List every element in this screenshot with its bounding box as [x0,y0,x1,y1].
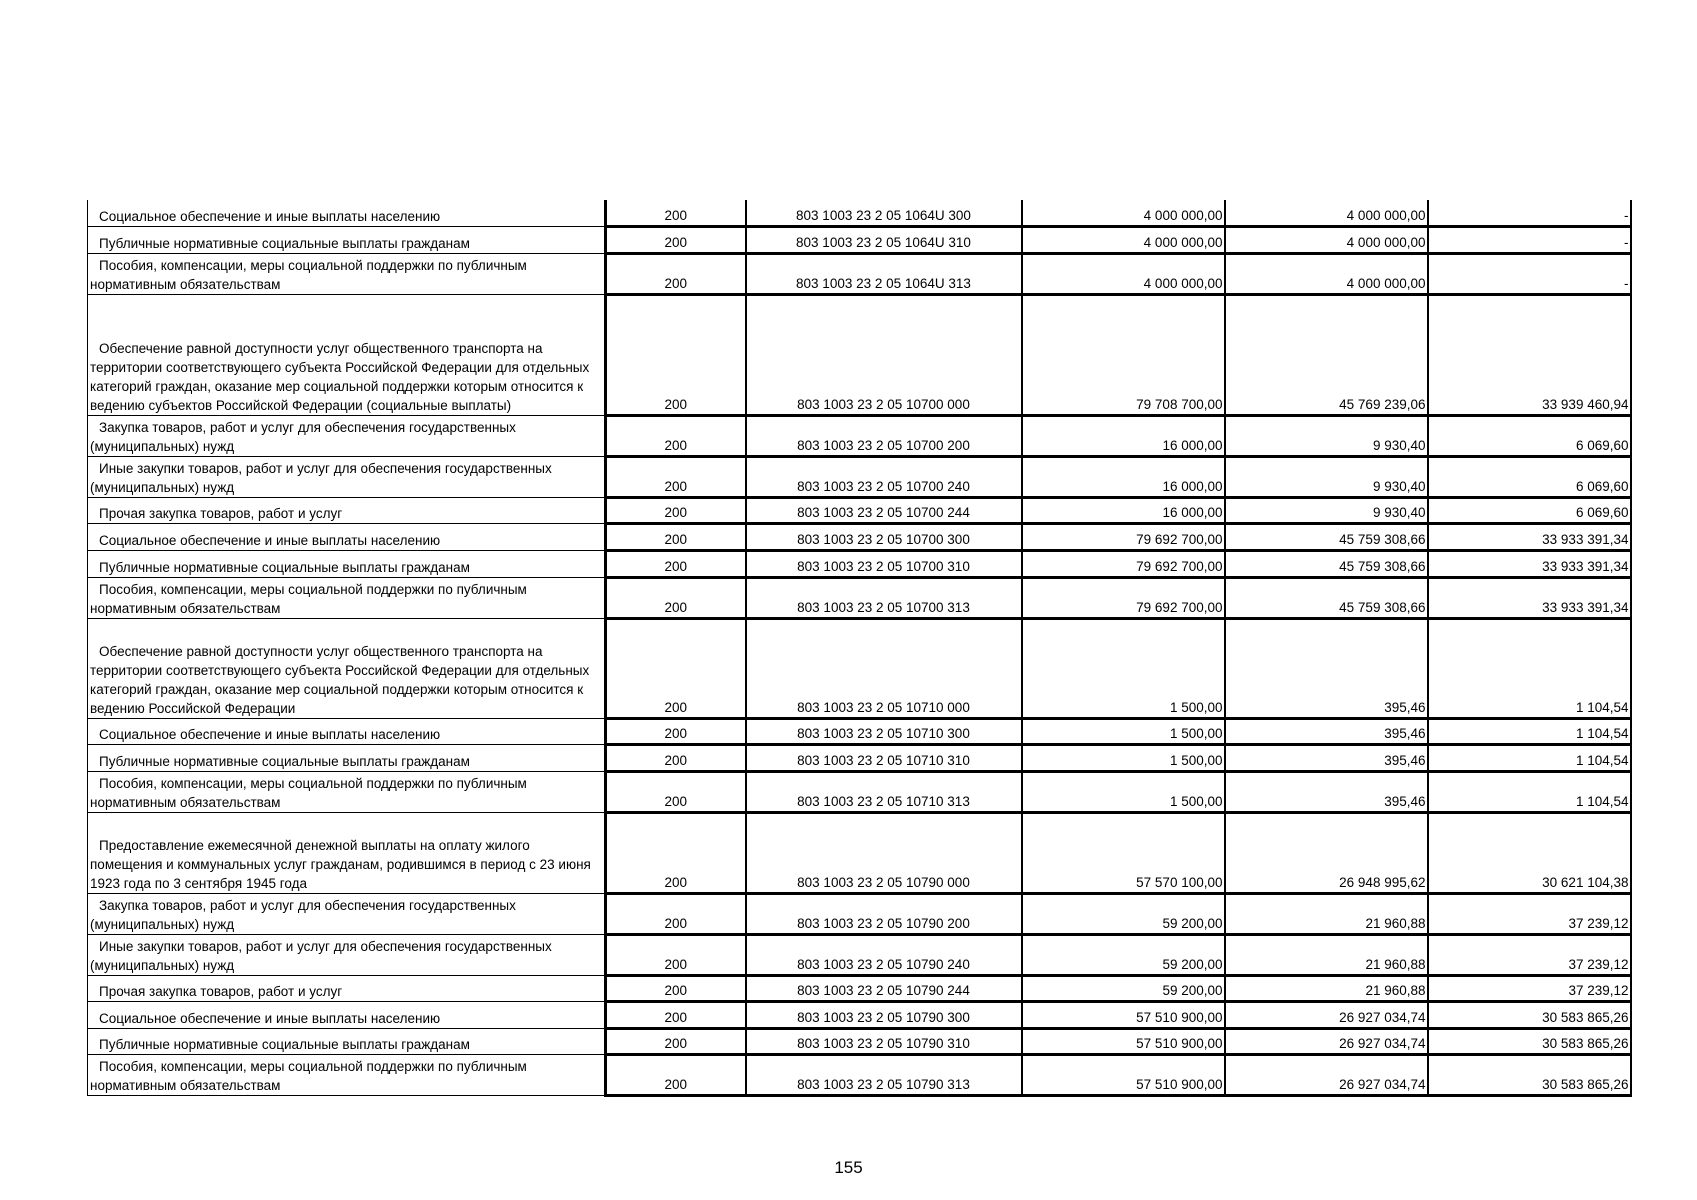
row-name-cell: Публичные нормативные социальные выплаты гражданам [88,226,606,253]
table-body [88,200,1631,1095]
row-executed-cell: 395,46 [1225,744,1428,771]
row-budget-code-cell: 803 1003 23 2 05 1064U 313 [746,253,1022,294]
row-unexecuted-cell: 6 069,60 [1428,456,1631,497]
row-budget-code-cell: 803 1003 23 2 05 10710 313 [746,771,1022,812]
row-approved-cell: 16 000,00 [1022,497,1225,523]
row-executed-cell: 21 960,88 [1225,934,1428,975]
row-budget-code-cell: 803 1003 23 2 05 10790 310 [746,1028,1022,1054]
row-approved-cell: 79 692 700,00 [1022,523,1225,550]
row-executed-cell: 45 759 308,66 [1225,577,1428,618]
row-line-code-cell: 200 [606,523,746,550]
row-line-code-cell: 200 [606,253,746,294]
row-name-cell: Пособия, компенсации, меры социальной поддержки по публичным нормативным обязательствам [88,253,606,294]
row-approved-cell: 59 200,00 [1022,934,1225,975]
table-row [88,1001,1631,1028]
row-name-cell: Обеспечение равной доступности услуг общественного транспорта на территории соответствующего субъекта Российской Федерации для отдельных категорий граждан, оказание мер социальной поддержки которым относится к ведению субъектов Российской Федерации (социальные выплаты) [88,294,606,415]
row-budget-code-cell: 803 1003 23 2 05 10710 310 [746,744,1022,771]
row-budget-code-cell: 803 1003 23 2 05 10700 240 [746,456,1022,497]
table-row [88,934,1631,975]
row-name-cell: Предоставление ежемесячной денежной выплаты на оплату жилого помещения и коммунальных услуг гражданам, родившимся в период с 23 июня 1923 года по 3 сентября 1945 года [88,812,606,893]
row-unexecuted-cell: - [1428,226,1631,253]
row-name-cell: Закупка товаров, работ и услуг для обеспечения государственных (муниципальных) нужд [88,415,606,456]
row-name-cell: Публичные нормативные социальные выплаты гражданам [88,1028,606,1054]
row-budget-code-cell: 803 1003 23 2 05 10700 244 [746,497,1022,523]
table-row [88,744,1631,771]
row-line-code-cell: 200 [606,934,746,975]
row-line-code-cell: 200 [606,975,746,1001]
row-budget-code-cell: 803 1003 23 2 05 10700 300 [746,523,1022,550]
row-budget-code-cell: 803 1003 23 2 05 10790 000 [746,812,1022,893]
row-approved-cell: 4 000 000,00 [1022,200,1225,226]
row-line-code-cell: 200 [606,1054,746,1095]
row-budget-code-cell: 803 1003 23 2 05 10710 000 [746,618,1022,718]
row-line-code-cell: 200 [606,456,746,497]
row-line-code-cell: 200 [606,812,746,893]
row-budget-code-cell: 803 1003 23 2 05 10700 313 [746,577,1022,618]
table-row [88,253,1631,294]
table-row [88,456,1631,497]
row-approved-cell: 57 510 900,00 [1022,1001,1225,1028]
row-unexecuted-cell: 37 239,12 [1428,975,1631,1001]
row-executed-cell: 9 930,40 [1225,497,1428,523]
row-unexecuted-cell: 1 104,54 [1428,718,1631,744]
row-name-cell: Социальное обеспечение и иные выплаты населению [88,1001,606,1028]
row-unexecuted-cell: 30 621 104,38 [1428,812,1631,893]
row-budget-code-cell: 803 1003 23 2 05 10790 300 [746,1001,1022,1028]
table-row [88,497,1631,523]
table-row [88,226,1631,253]
table-row [88,550,1631,577]
row-executed-cell: 26 948 995,62 [1225,812,1428,893]
row-unexecuted-cell: 1 104,54 [1428,744,1631,771]
row-unexecuted-cell: 6 069,60 [1428,497,1631,523]
row-budget-code-cell: 803 1003 23 2 05 10790 313 [746,1054,1022,1095]
row-unexecuted-cell: 33 939 460,94 [1428,294,1631,415]
row-unexecuted-cell: 30 583 865,26 [1428,1001,1631,1028]
row-budget-code-cell: 803 1003 23 2 05 10790 244 [746,975,1022,1001]
row-line-code-cell: 200 [606,771,746,812]
table-row [88,1054,1631,1095]
row-executed-cell: 9 930,40 [1225,415,1428,456]
table-row [88,1028,1631,1054]
row-budget-code-cell: 803 1003 23 2 05 1064U 310 [746,226,1022,253]
table-row [88,523,1631,550]
page-number: 155 [834,1158,863,1177]
row-name-cell: Иные закупки товаров, работ и услуг для обеспечения государственных (муниципальных) нужд [88,456,606,497]
row-unexecuted-cell: - [1428,200,1631,226]
row-approved-cell: 1 500,00 [1022,744,1225,771]
row-unexecuted-cell: 30 583 865,26 [1428,1028,1631,1054]
row-name-cell: Публичные нормативные социальные выплаты гражданам [88,550,606,577]
table-row [88,200,1631,226]
row-executed-cell: 26 927 034,74 [1225,1054,1428,1095]
row-name-cell: Пособия, компенсации, меры социальной поддержки по публичным нормативным обязательствам [88,1054,606,1095]
row-approved-cell: 79 692 700,00 [1022,577,1225,618]
row-unexecuted-cell: 1 104,54 [1428,618,1631,718]
row-line-code-cell: 200 [606,577,746,618]
row-line-code-cell: 200 [606,618,746,718]
row-unexecuted-cell: 1 104,54 [1428,771,1631,812]
row-executed-cell: 45 759 308,66 [1225,523,1428,550]
row-budget-code-cell: 803 1003 23 2 05 10790 200 [746,893,1022,934]
row-line-code-cell: 200 [606,415,746,456]
row-approved-cell: 1 500,00 [1022,718,1225,744]
row-name-cell: Пособия, компенсации, меры социальной поддержки по публичным нормативным обязательствам [88,577,606,618]
row-executed-cell: 26 927 034,74 [1225,1028,1428,1054]
row-approved-cell: 59 200,00 [1022,975,1225,1001]
table-row [88,618,1631,718]
row-budget-code-cell: 803 1003 23 2 05 10700 310 [746,550,1022,577]
row-approved-cell: 79 692 700,00 [1022,550,1225,577]
row-executed-cell: 21 960,88 [1225,893,1428,934]
row-name-cell: Пособия, компенсации, меры социальной поддержки по публичным нормативным обязательствам [88,771,606,812]
row-line-code-cell: 200 [606,497,746,523]
row-executed-cell: 4 000 000,00 [1225,200,1428,226]
row-budget-code-cell: 803 1003 23 2 05 10790 240 [746,934,1022,975]
row-budget-code-cell: 803 1003 23 2 05 10700 200 [746,415,1022,456]
row-executed-cell: 9 930,40 [1225,456,1428,497]
row-line-code-cell: 200 [606,294,746,415]
row-name-cell: Социальное обеспечение и иные выплаты населению [88,718,606,744]
table-row [88,718,1631,744]
row-unexecuted-cell: 33 933 391,34 [1428,577,1631,618]
row-line-code-cell: 200 [606,200,746,226]
row-unexecuted-cell: - [1428,253,1631,294]
row-approved-cell: 57 570 100,00 [1022,812,1225,893]
row-name-cell: Публичные нормативные социальные выплаты гражданам [88,744,606,771]
row-approved-cell: 59 200,00 [1022,893,1225,934]
row-executed-cell: 4 000 000,00 [1225,253,1428,294]
row-budget-code-cell: 803 1003 23 2 05 10710 300 [746,718,1022,744]
table-row [88,975,1631,1001]
row-approved-cell: 57 510 900,00 [1022,1028,1225,1054]
row-executed-cell: 26 927 034,74 [1225,1001,1428,1028]
row-name-cell: Прочая закупка товаров, работ и услуг [88,497,606,523]
table-row [88,812,1631,893]
row-line-code-cell: 200 [606,550,746,577]
row-executed-cell: 21 960,88 [1225,975,1428,1001]
row-approved-cell: 57 510 900,00 [1022,1054,1225,1095]
row-name-cell: Иные закупки товаров, работ и услуг для обеспечения государственных (муниципальных) нужд [88,934,606,975]
table-row [88,771,1631,812]
row-name-cell: Обеспечение равной доступности услуг общественного транспорта на территории соответствующего субъекта Российской Федерации для отдельных категорий граждан, оказание мер социальной поддержки которым относится к ведению Российской Федерации [88,618,606,718]
row-line-code-cell: 200 [606,1028,746,1054]
row-approved-cell: 16 000,00 [1022,456,1225,497]
row-approved-cell: 1 500,00 [1022,771,1225,812]
table-row [88,893,1631,934]
row-unexecuted-cell: 37 239,12 [1428,893,1631,934]
row-name-cell: Социальное обеспечение и иные выплаты населению [88,523,606,550]
row-budget-code-cell: 803 1003 23 2 05 1064U 300 [746,200,1022,226]
table-row [88,577,1631,618]
row-executed-cell: 4 000 000,00 [1225,226,1428,253]
row-unexecuted-cell: 33 933 391,34 [1428,523,1631,550]
row-executed-cell: 45 769 239,06 [1225,294,1428,415]
row-approved-cell: 16 000,00 [1022,415,1225,456]
row-line-code-cell: 200 [606,744,746,771]
row-name-cell: Прочая закупка товаров, работ и услуг [88,975,606,1001]
row-line-code-cell: 200 [606,718,746,744]
row-unexecuted-cell: 6 069,60 [1428,415,1631,456]
table-row [88,294,1631,415]
row-approved-cell: 1 500,00 [1022,618,1225,718]
row-name-cell: Закупка товаров, работ и услуг для обеспечения государственных (муниципальных) нужд [88,893,606,934]
row-unexecuted-cell: 33 933 391,34 [1428,550,1631,577]
row-executed-cell: 395,46 [1225,618,1428,718]
row-line-code-cell: 200 [606,893,746,934]
row-executed-cell: 395,46 [1225,718,1428,744]
table-row [88,415,1631,456]
row-approved-cell: 79 708 700,00 [1022,294,1225,415]
row-name-cell: Социальное обеспечение и иные выплаты населению [88,200,606,226]
row-approved-cell: 4 000 000,00 [1022,253,1225,294]
row-executed-cell: 395,46 [1225,771,1428,812]
row-unexecuted-cell: 37 239,12 [1428,934,1631,975]
row-line-code-cell: 200 [606,1001,746,1028]
row-budget-code-cell: 803 1003 23 2 05 10700 000 [746,294,1022,415]
row-executed-cell: 45 759 308,66 [1225,550,1428,577]
budget-execution-table [87,200,1632,1097]
row-approved-cell: 4 000 000,00 [1022,226,1225,253]
row-line-code-cell: 200 [606,226,746,253]
row-unexecuted-cell: 30 583 865,26 [1428,1054,1631,1095]
